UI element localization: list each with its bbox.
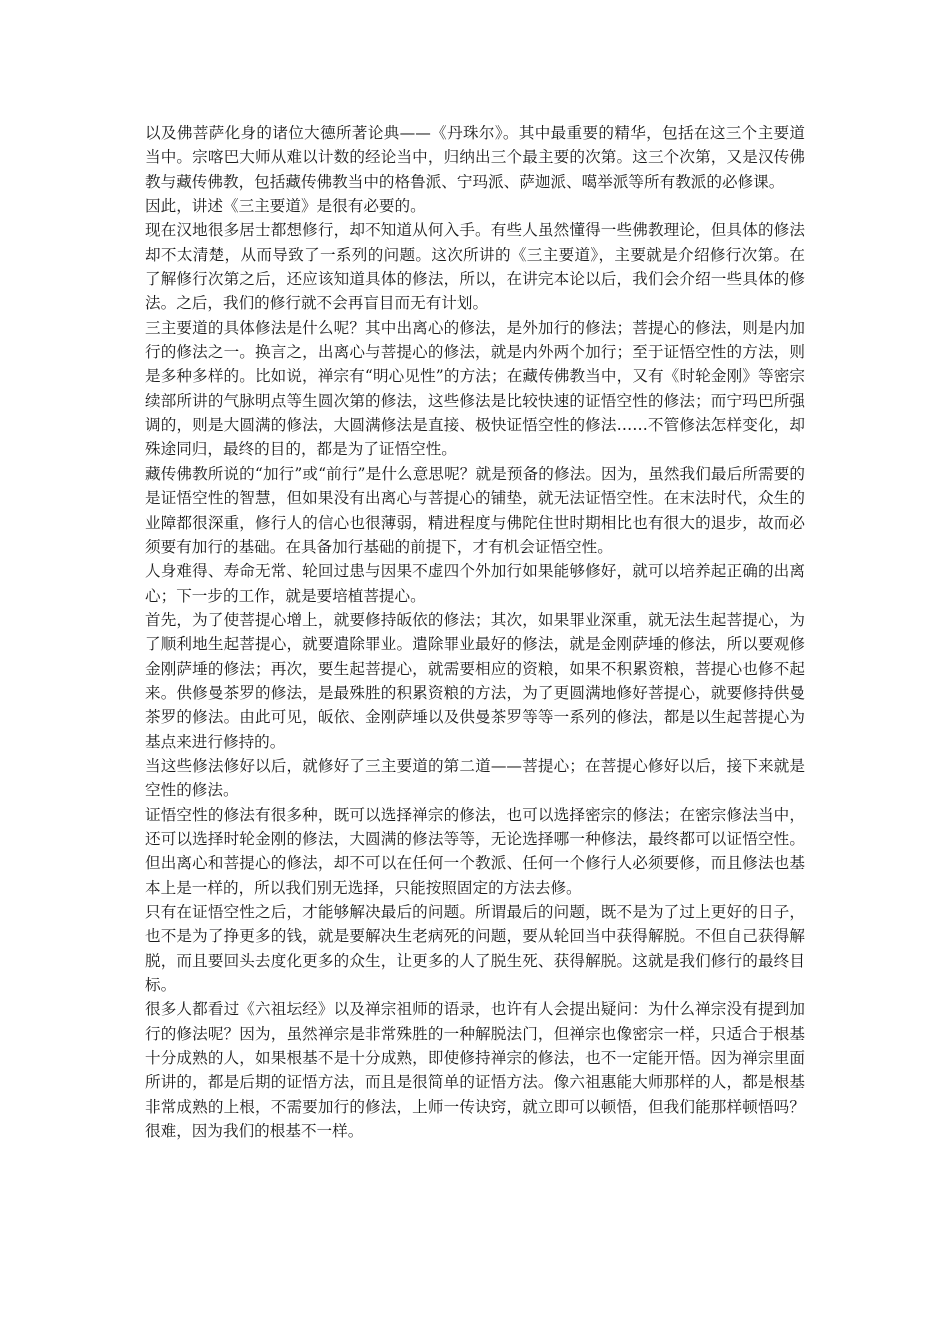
paragraph: 藏传佛教所说的“加行”或“前行”是什么意思呢？就是预备的修法。因为，虽然我们最后所需要的是证悟空性的智慧，但如果没有出离心与菩提心的铺垫，就无法证悟空性。在末法时代，众生的业障都很深重，修行人的信心也很薄弱，精进程度与佛陀住世时期相比也有很大的退步，故而必须要有加行的基础。在具备加行基础的前提下，才有机会证悟空性。 bbox=[145, 464, 805, 556]
paragraph: 以及佛菩萨化身的诸位大德所著论典——《丹珠尔》。其中最重要的精华，包括在这三个主要道当中。宗喀巴大师从难以计数的经论当中，归纳出三个最主要的次第。这三个次第，又是汉传佛教与藏传佛教，包括藏传佛教当中的格鲁派、宁玛派、萨迦派、噶举派等所有教派的必修课。 bbox=[145, 124, 805, 191]
paragraph: 证悟空性的修法有很多种，既可以选择禅宗的修法，也可以选择密宗的修法；在密宗修法当中，还可以选择时轮金刚的修法，大圆满的修法等等，无论选择哪一种修法，最终都可以证悟空性。但出离心和菩提心的修法，却不可以在任何一个教派、任何一个修行人必须要修，而且修法也基本上是一样的，所以我们别无选择，只能按照固定的方法去修。 bbox=[145, 805, 805, 897]
paragraph: 因此，讲述《三主要道》是很有必要的。 bbox=[145, 197, 426, 216]
paragraph: 现在汉地很多居士都想修行，却不知道从何入手。有些人虽然懂得一些佛教理论，但具体的修法却不太清楚，从而导致了一系列的问题。这次所讲的《三主要道》，主要就是介绍修行次第。在了解修行次第之后，还应该知道具体的修法，所以，在讲完本论以后，我们会介绍一些具体的修法。之后，我们的修行就不会再盲目而无有计划。 bbox=[145, 221, 805, 313]
paragraph: 三主要道的具体修法是什么呢？其中出离心的修法，是外加行的修法；菩提心的修法，则是内加行的修法之一。换言之，出离心与菩提心的修法，就是内外两个加行；至于证悟空性的方法，则是多种多样的。比如说，禅宗有“明心见性”的方法；在藏传佛教当中，又有《时轮金刚》等密宗续部所讲的气脉明点等生圆次第的修法，这些修法是比较快速的证悟空性的修法；而宁玛巴所强调的，则是大圆满的修法，大圆满修法是直接、极快证悟空性的修法……不管修法怎样变化，却殊途同归，最终的目的，都是为了证悟空性。 bbox=[145, 318, 805, 459]
paragraph: 当这些修法修好以后，就修好了三主要道的第二道——菩提心；在菩提心修好以后，接下来就是空性的修法。 bbox=[145, 756, 805, 800]
paragraph: 只有在证悟空性之后，才能够解决最后的问题。所谓最后的问题，既不是为了过上更好的日子，也不是为了挣更多的钱，就是要解决生老病死的问题，要从轮回当中获得解脱。不但自己获得解脱，而且要回头去度化更多的众生，让更多的人了脱生死、获得解脱。这就是我们修行的最终目标。 bbox=[145, 903, 805, 995]
paragraph: 很多人都看过《六祖坛经》以及禅宗祖师的语录，也许有人会提出疑问：为什么禅宗没有提到加行的修法呢？因为，虽然禅宗是非常殊胜的一种解脱法门，但禅宗也像密宗一样，只适合于根基十分成熟的人，如果根基不是十分成熟，即使修持禅宗的修法，也不一定能开悟。因为禅宗里面所讲的，都是后期的证悟方法，而且是很简单的证悟方法。像六祖惠能大师那样的人，都是根基非常成熟的上根，不需要加行的修法，上师一传诀窍，就立即可以顿悟，但我们能那样顿悟吗？很难，因为我们的根基不一样。 bbox=[145, 1000, 805, 1141]
paragraph: 首先，为了使菩提心增上，就要修持皈依的修法；其次，如果罪业深重，就无法生起菩提心，为了顺利地生起菩提心，就要遣除罪业。遣除罪业最好的修法，就是金刚萨埵的修法，所以要观修金刚萨埵的修法；再次，要生起菩提心，就需要相应的资粮，如果不积累资粮，菩提心也修不起来。供修曼茶罗的修法，是最殊胜的积累资粮的方法，为了更圆满地修好菩提心，就要修持供曼茶罗的修法。由此可见，皈依、金刚萨埵以及供曼茶罗等等一系列的修法，都是以生起菩提心为基点来进行修持的。 bbox=[145, 610, 805, 751]
document-body bbox=[145, 121, 805, 1143]
paragraph: 人身难得、寿命无常、轮回过患与因果不虚四个外加行如果能够修好，就可以培养起正确的出离心；下一步的工作，就是要培植菩提心。 bbox=[145, 562, 805, 605]
